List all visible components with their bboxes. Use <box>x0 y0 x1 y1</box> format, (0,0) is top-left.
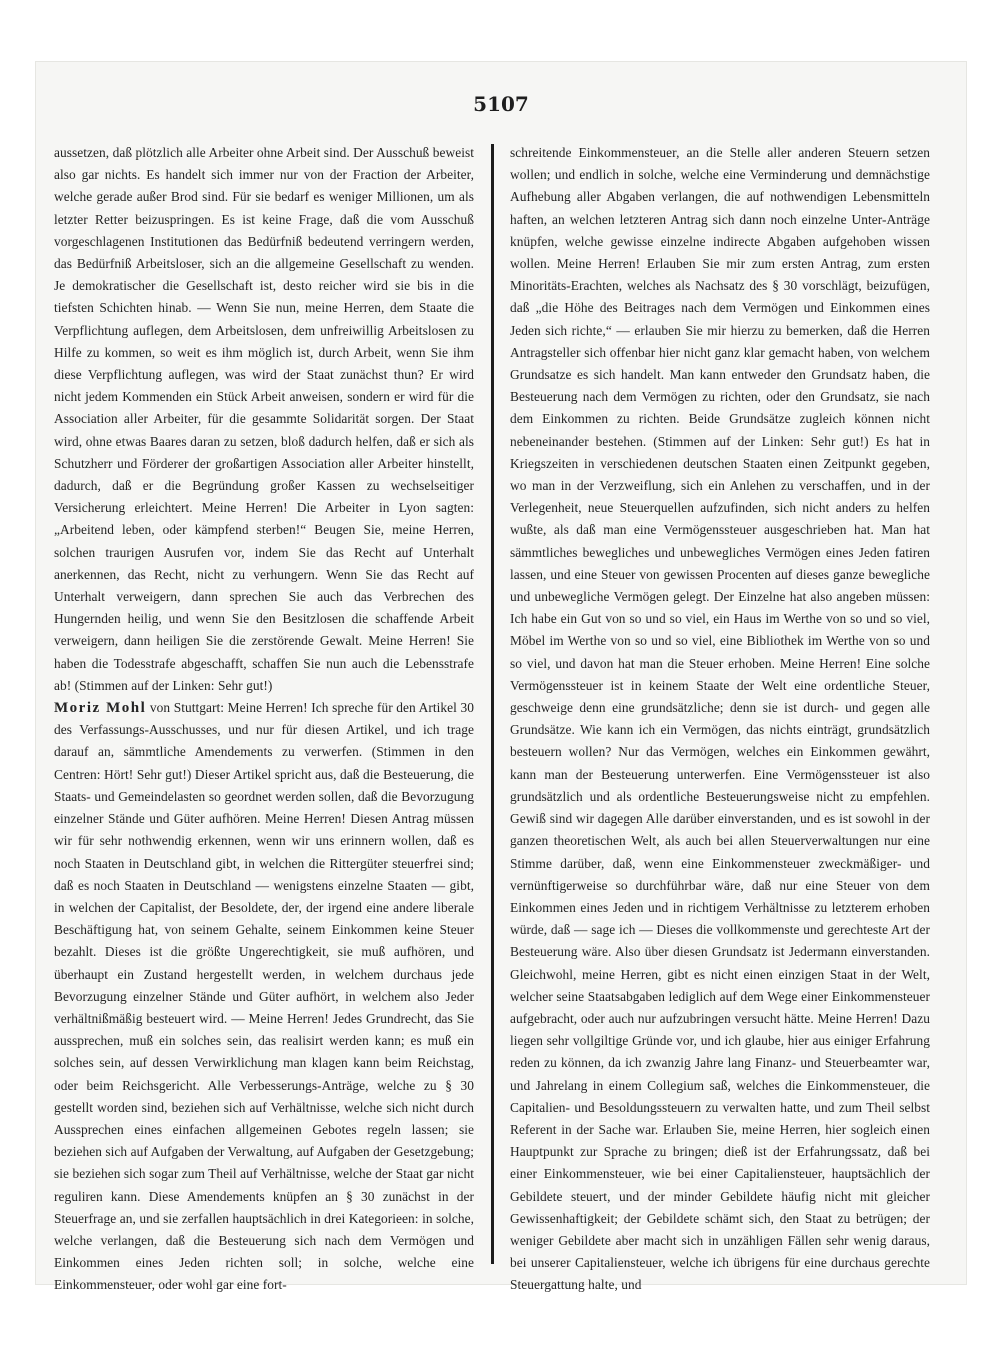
newspaper-page <box>36 62 966 1293</box>
column-divider <box>491 144 494 1264</box>
page-number: 5107 <box>473 92 529 116</box>
left-paragraph-2 <box>54 697 474 1296</box>
right-column <box>510 142 930 1293</box>
speaker-name: Moriz Mohl <box>54 700 147 717</box>
left-paragraph-1: aussetzen, daß plötzlich alle Arbeiter ohne Arbeit sind. Der Ausschuß beweist also gar nichts. Es handelt sich immer nur von der Fraction der Arbeiter, welche gerade außer Brod sind. Für sie bedarf es weniger Millionen, um als letzter Retter beizuspringen. Es ist keine Frage, daß die vom Ausschuß vorgeschlagenen Institutionen das Bedürfniß bedeutend verringern werden, das Bedürfniß Arbeitsloser, sich an die allgemeine Gesellschaft zu wenden. Je demokratischer die Gesellschaft ist, desto reicher wird sie bis in die tiefsten Schichten hinab. — Wenn Sie nun, meine Herren, dem Staate die Verpflichtung auflegen, dem Arbeitslosen, dem unfreiwillig Arbeitslosen zu Hilfe zu kommen, so weit es ihm möglich ist, durch Arbeit, wenn Sie ihm diese Verpflichtung auflegen, was wird der Staat zunächst thun? Er wird nicht jedem Kommenden ein Stück Arbeit anweisen, sondern er wird für die Association aller Arbeiter, für die gesammte Solidarität sorgen. Der Staat wird, ohne etwas Baares daran zu setzen, bloß dadurch helfen, daß er sich als Schutzherr und Förderer der großartigen Association aller Arbeiter hinstellt, dadurch, daß er die Begründung großer Kassen zu wechselseitiger Versicherung erleichtert. Meine Herren! Die Arbeiter in Lyon sagten: „Arbeitend leben, oder kämpfend sterben!“ Beugen Sie, meine Herren, solchen traurigen Ausrufen vor, indem Sie das Recht auf Unterhalt anerkennen, das Recht, nicht zu verhungern. Wenn Sie das Recht auf Unterhalt verweigern, dann sprechen Sie auch das Verbrechen des Hungernden heilig, und wenn Sie den Besitzlosen die schaffende Arbeit verweigern, dann heiligen Sie die zerstörende Gewalt. Meine Herren! Sie haben die Todesstrafe abgeschafft, schaffen Sie nun auch die Lebensstrafe ab! (Stimmen auf der Linken: Sehr gut!) <box>54 145 474 693</box>
left-column <box>54 142 475 1293</box>
right-paragraph-1: schreitende Einkommensteuer, an die Stelle aller anderen Steuern setzen wollen; und endlich in solche, welche eine Verminderung und demnächstige Aufhebung aller Abgaben verlangen, die auf nothwendigen Lebensmitteln haften, an welchen letzteren Antrag sich dann noch einzelne Unter-Anträge knüpfen, welche gewisse einzelne indirecte Abgaben aufgehoben wissen wollen. Meine Herren! Erlauben Sie mir zum ersten Antrag, zum ersten Minoritäts-Erachten, welches als Nachsatz des § 30 vorschlägt, beizufügen, daß „die Höhe des Beitrages nach dem Vermögen und Einkommen eines Jeden sich richte,“ — erlauben Sie mir hierzu zu bemerken, daß die Herren Antragsteller sich offenbar hier nicht ganz klar gemacht haben, von welchem Grundsatze es sich handelt. Man kann entweder den Grundsatz haben, die Besteuerung nach dem Vermögen zu richten, oder den Grundsatz, sie nach dem Einkommen zu richten. Beide Grundsätze zugleich können nicht nebeneinander bestehen. (Stimmen auf der Linken: Sehr gut!) Es hat in Kriegszeiten in verschiedenen deutschen Staaten einen Zeitpunkt gegeben, wo man in der Verzweiflung, sich ein Anlehen zu verschaffen, und in der Verlegenheit, neue Steuerquellen aufzufinden, sich nicht anders zu helfen wußte, als daß man eine Vermögenssteuer ausgeschrieben hat. Man hat sämmtliches bewegliches und unbewegliches Vermögen eines Jeden fatiren lassen, und eine Steuer von gewissen Procenten auf dieses ganze bewegliche und unbewegliche Vermögen gelegt. Der Einzelne hat also angeben müssen: Ich habe ein Gut von so und so viel, ein Haus im Werthe von so und so viel, Möbel im Werthe von so und so viel, eine Bibliothek im Werthe von so und so viel, und davon hat man die Steuer erhoben. Meine Herren! Eine solche Vermögenssteuer ist in keinem Staate der Welt eine ordentliche Steuer, geschweige denn eine grundsätzliche; denn sie ist durch- und gegen alle Grundsätze. Wie kann ich ein Vermögen, das nichts einträgt, grundsätzlich besteuern wollen? Nur das Vermögen, welches ein Einkommen gewährt, kann man der Besteuerung unterwerfen. Eine Vermögenssteuer ist also grundsätzlich und als ordentliche Besteuerungsweise nicht zu empfehlen. Gewiß sind wir dagegen Alle darüber einverstanden, und es ist sowohl in der ganzen theoretischen Welt, als auch bei allen Steuerverwaltungen nur eine Stimme darüber, daß, wenn eine Einkommensteuer zweckmäßiger- und vernünftigerweise so durchführbar wäre, daß nur eine Steuer von dem Einkommen eines Jeden und in richtigem Verhältnisse zu letzterem erhoben würde, daß — sage ich — Dieses die vollkommenste und gerechteste Art der Besteuerung wäre. Also über diesen Grundsatz ist Jedermann einverstanden. Gleichwohl, meine Herren, gibt es nicht einen einzigen Staat in der Welt, welcher seine Staatsabgaben lediglich auf dem Wege einer Einkommensteuer aufgebracht, oder auch nur aufzubringen versucht hätte. Meine Herren! Dazu liegen sehr vollgiltige Gründe vor, und ich glaube, hier aus einiger Erfahrung reden zu können, da ich zwanzig Jahre lang Finanz- und Steuerbeamter war, und Jahrelang in einem Collegium saß, welches die Einkommensteuer, die Capitalien- und Besoldungssteuern zu verwalten hatte, und zum Theil selbst Referent in der Sache war. Erlauben Sie, meine Herren, hier sogleich einen Hauptpunkt zur Sprache zu bringen; dieß ist der Erfahrungssatz, daß bei einer Einkommensteuer, wie bei einer Capitaliensteuer, hauptsächlich der Gebildete steuert, und der minder Gebildete häufig nicht mit gleicher Gewissenhaftigkeit; der Gebildete schämt sich, den Staat zu betrügen; der weniger Gebildete aber macht sich in unzähligen Fällen sehr wenig daraus, bei unserer Capitaliensteuer, welche ich übrigens für eine durchaus gerechte Steuergattung halte, und <box>510 145 930 1293</box>
speech-text: von Stuttgart: Meine Herren! Ich spreche für den Artikel 30 des Verfassungs-Ausschusses, und nur für diesen Artikel, und ich trage darauf an, sämmtliche Amendements zu verwerfen. (Stimmen in den Centren: Hört! Sehr gut!) Dieser Artikel spricht aus, daß die Besteuerung, die Staats- und Gemeindelasten so geordnet werden sollen, daß die Bevorzugung einzelner Stände und Güter aufhören. Meine Herren! Diesen Antrag müssen wir für sehr nothwendig erkennen, wenn wir uns erinnern wollen, daß es noch Staaten in Deutschland gibt, in welchen die Rittergüter steuerfrei sind; daß es noch Staaten in Deutschland — wenigstens einzelne Staaten — gibt, in welchen der Capitalist, der Besoldete, der, der irgend eine andere liberale Beschäftigung hat, von seinem Gehalte, seinem Einkommen keine Steuer bezahlt. Dieses ist die größte Ungerechtigkeit, sie muß aufhören, und überhaupt ein Zustand hergestellt werden, in welchem durchaus jede Bevorzugung einzelner Stände und Güter aufhört, in welchem also Jeder verhältnißmäßig besteuert wird. — Meine Herren! Jedes Grundrecht, das Sie aussprechen, muß ein solches sein, das realisirt werden kann; es muß ein solches sein, auf dessen Verwirklichung man klagen kann beim Reichstag, oder beim Reichsgericht. Alle Verbesserungs-Anträge, welche zu § 30 gestellt worden sind, beziehen sich auf Verhältnisse, welche sich nicht durch Aussprechen eines einfachen allgemeinen Gebotes regeln lassen; sie beziehen sich auf Aufgaben der Verwaltung, auf Aufgaben der Gesetzgebung; sie beziehen sich sogar zum Theil auf Verhältnisse, welche der Staat gar nicht reguliren kann. Diese Amendements knüpfen an § 30 zunächst in der Steuerfrage an, und sie zerfallen hauptsächlich in drei Kategorieen: in solche, welche verlangen, daß die Besteuerung sich nach dem Vermögen und Einkommen eines Jeden richten soll; in solche, welche eine Einkommensteuer, oder wohl gar eine fort- <box>54 700 475 1293</box>
